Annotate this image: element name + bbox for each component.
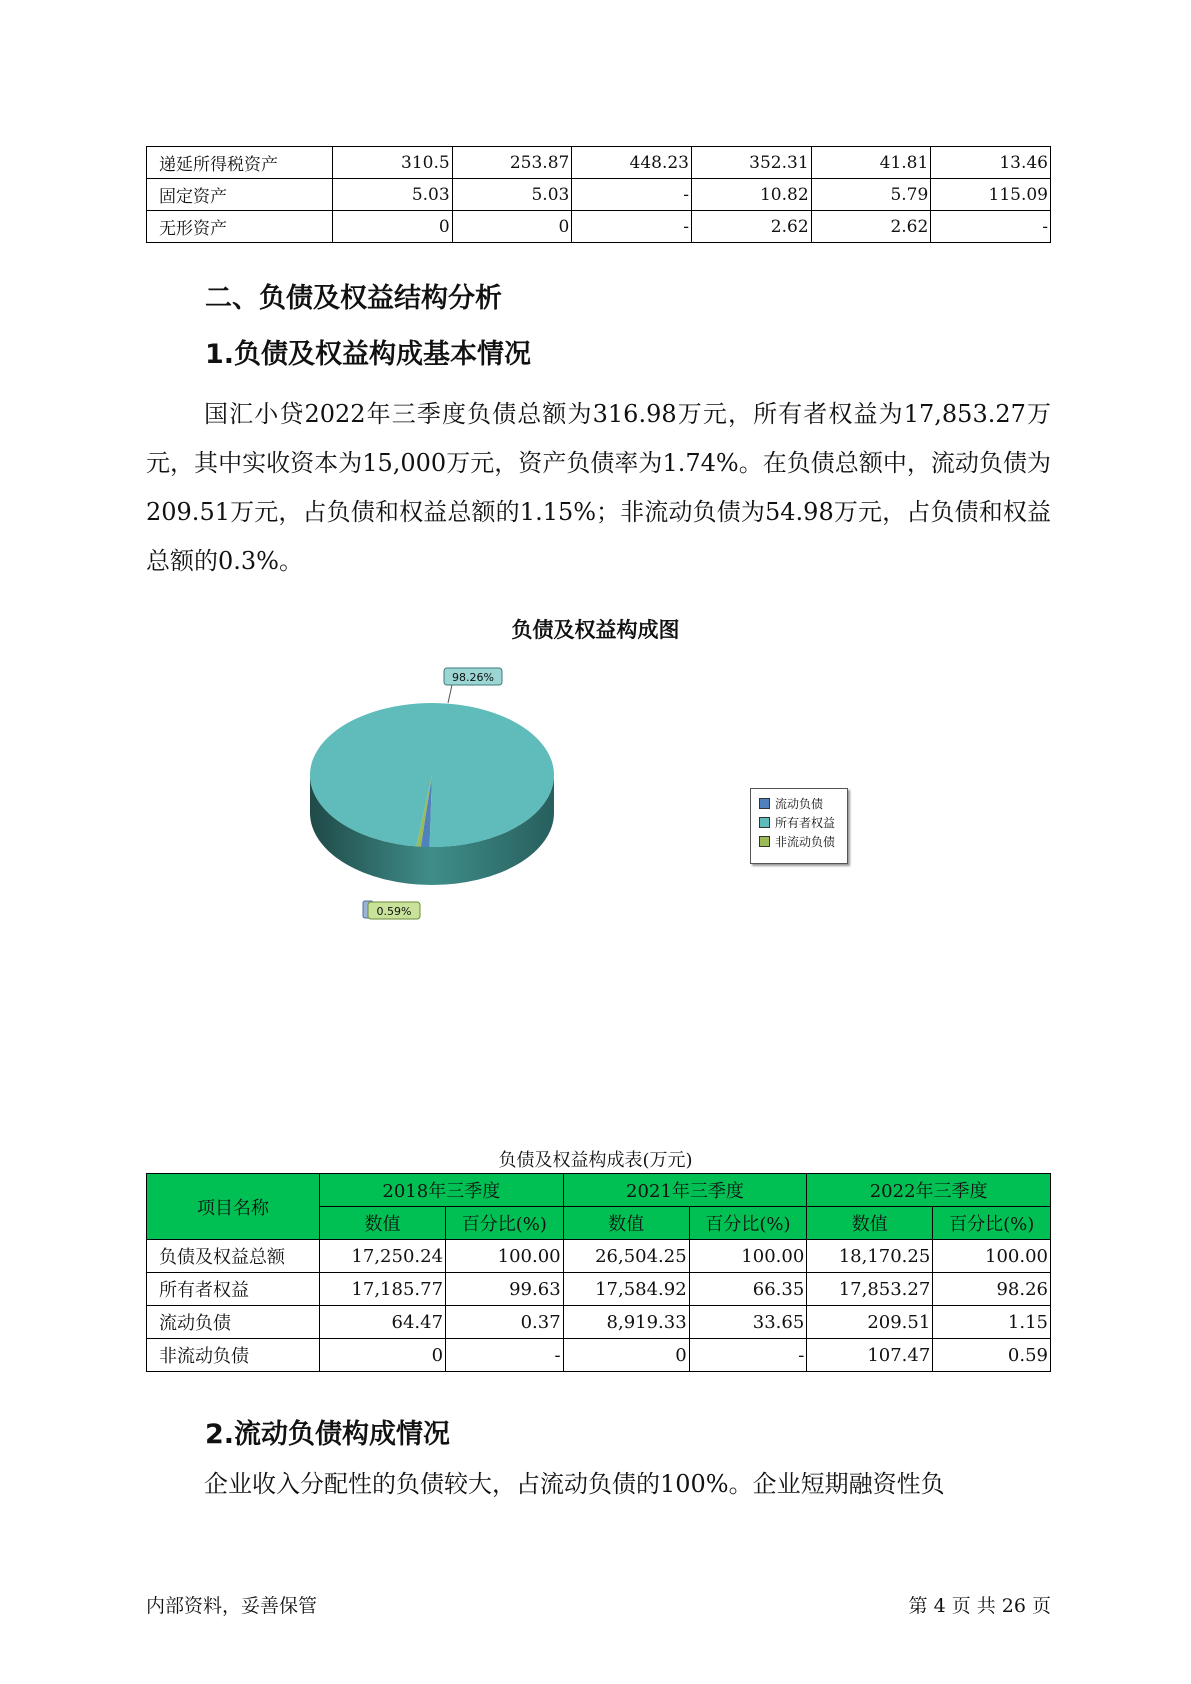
legend-label: 非流动负债 xyxy=(775,835,836,849)
row-name: 负债及权益总额 xyxy=(147,1240,320,1273)
cell-value: 0 xyxy=(563,1339,689,1372)
cell-value: 107.47 xyxy=(807,1339,933,1372)
row-name: 所有者权益 xyxy=(147,1273,320,1306)
header-value: 数值 xyxy=(320,1207,446,1240)
row-name: 递延所得税资产 xyxy=(147,147,333,179)
table-row xyxy=(147,1240,1051,1273)
pie-slice-1 xyxy=(310,703,554,847)
cell-value: 448.23 xyxy=(572,147,692,179)
header-value: 数值 xyxy=(807,1207,933,1240)
subsection-heading-2: 2.流动负债构成情况 xyxy=(205,1419,451,1450)
label-leader-owner-equity xyxy=(448,685,452,703)
legend-item xyxy=(759,813,847,832)
cell-value: 5.79 xyxy=(811,179,931,211)
legend-swatch xyxy=(759,817,770,828)
liability-equity-table xyxy=(146,1173,1051,1372)
data-label-owner-equity: 98.26% xyxy=(452,671,494,684)
header-pct: 百分比(%) xyxy=(933,1207,1051,1240)
section-heading: 二、负债及权益结构分析 xyxy=(205,283,502,314)
cell-value: - xyxy=(572,179,692,211)
cell-value: 2.62 xyxy=(691,211,811,243)
legend-label: 流动负债 xyxy=(775,797,824,811)
row-name: 固定资产 xyxy=(147,179,333,211)
cell-value: 0 xyxy=(452,211,572,243)
cell-value: 98.26 xyxy=(933,1273,1051,1306)
cell-value: - xyxy=(689,1339,807,1372)
cell-value: 2.62 xyxy=(811,211,931,243)
pie-chart xyxy=(290,665,710,935)
cell-value: 0.37 xyxy=(446,1306,564,1339)
asset-table xyxy=(146,146,1051,243)
cell-value: 209.51 xyxy=(807,1306,933,1339)
cell-value: - xyxy=(931,211,1051,243)
cell-value: 64.47 xyxy=(320,1306,446,1339)
row-name: 无形资产 xyxy=(147,211,333,243)
cell-value: 18,170.25 xyxy=(807,1240,933,1273)
cell-value: 0.59 xyxy=(933,1339,1051,1372)
table-row xyxy=(147,147,1051,179)
subsection-heading-1: 1.负债及权益构成基本情况 xyxy=(205,339,532,370)
cell-value: 66.35 xyxy=(689,1273,807,1306)
header-value: 数值 xyxy=(563,1207,689,1240)
cell-value: 99.63 xyxy=(446,1273,564,1306)
cell-value: 100.00 xyxy=(446,1240,564,1273)
cell-value: 310.5 xyxy=(333,147,453,179)
cell-value: 33.65 xyxy=(689,1306,807,1339)
cell-value: 0 xyxy=(320,1339,446,1372)
table-row xyxy=(147,1306,1051,1339)
cell-value: 17,250.24 xyxy=(320,1240,446,1273)
header-item-name: 项目名称 xyxy=(147,1174,320,1240)
table-row xyxy=(147,179,1051,211)
chart-title: 负债及权益构成图 xyxy=(511,618,680,642)
cell-value: 10.82 xyxy=(691,179,811,211)
cell-value: 0 xyxy=(333,211,453,243)
chart-legend xyxy=(750,788,848,864)
cell-value: 17,185.77 xyxy=(320,1273,446,1306)
cell-value: 41.81 xyxy=(811,147,931,179)
cell-value: - xyxy=(446,1339,564,1372)
row-name: 非流动负债 xyxy=(147,1339,320,1372)
cell-value: 253.87 xyxy=(452,147,572,179)
header-period-2022: 2022年三季度 xyxy=(807,1174,1051,1207)
row-name: 流动负债 xyxy=(147,1306,320,1339)
table-row xyxy=(147,211,1051,243)
cell-value: 17,853.27 xyxy=(807,1273,933,1306)
cell-value: 100.00 xyxy=(933,1240,1051,1273)
cell-value: 5.03 xyxy=(333,179,453,211)
cell-value: - xyxy=(572,211,692,243)
cell-value: 17,584.92 xyxy=(563,1273,689,1306)
table-row xyxy=(147,1339,1051,1372)
header-period-2018: 2018年三季度 xyxy=(320,1174,564,1207)
paragraph-current-liabilities: 企业收入分配性的负债较大，占流动负债的100%。企业短期融资性负 xyxy=(204,1470,945,1498)
cell-value: 8,919.33 xyxy=(563,1306,689,1339)
legend-swatch xyxy=(759,836,770,847)
footer-confidential: 内部资料，妥善保管 xyxy=(146,1595,318,1617)
paragraph-liability-summary: 国汇小贷2022年三季度负债总额为316.98万元，所有者权益为17,853.27万元，其中实收资本为15,000万元，资产负债率为1.74%。在负债总额中，流动负债为209.51万元，占负债和权益总额的1.15%；非流动负债为54.98万元，占负债和权益总额的0.3%。 xyxy=(146,400,1051,575)
cell-value: 352.31 xyxy=(691,147,811,179)
legend-swatch xyxy=(759,798,770,809)
legend-item xyxy=(759,832,847,851)
header-pct: 百分比(%) xyxy=(689,1207,807,1240)
table-caption: 负债及权益构成表(万元) xyxy=(498,1150,693,1171)
cell-value: 1.15 xyxy=(933,1306,1051,1339)
cell-value: 26,504.25 xyxy=(563,1240,689,1273)
cell-value: 115.09 xyxy=(931,179,1051,211)
table-row xyxy=(147,1273,1051,1306)
legend-label: 所有者权益 xyxy=(775,816,836,830)
cell-value: 5.03 xyxy=(452,179,572,211)
data-label-noncurrent-liab: 0.59% xyxy=(376,905,412,918)
footer-page-number: 第 4 页 共 26 页 xyxy=(908,1595,1051,1617)
header-pct: 百分比(%) xyxy=(446,1207,564,1240)
cell-value: 13.46 xyxy=(931,147,1051,179)
header-period-2021: 2021年三季度 xyxy=(563,1174,807,1207)
legend-item xyxy=(759,794,847,813)
cell-value: 100.00 xyxy=(689,1240,807,1273)
